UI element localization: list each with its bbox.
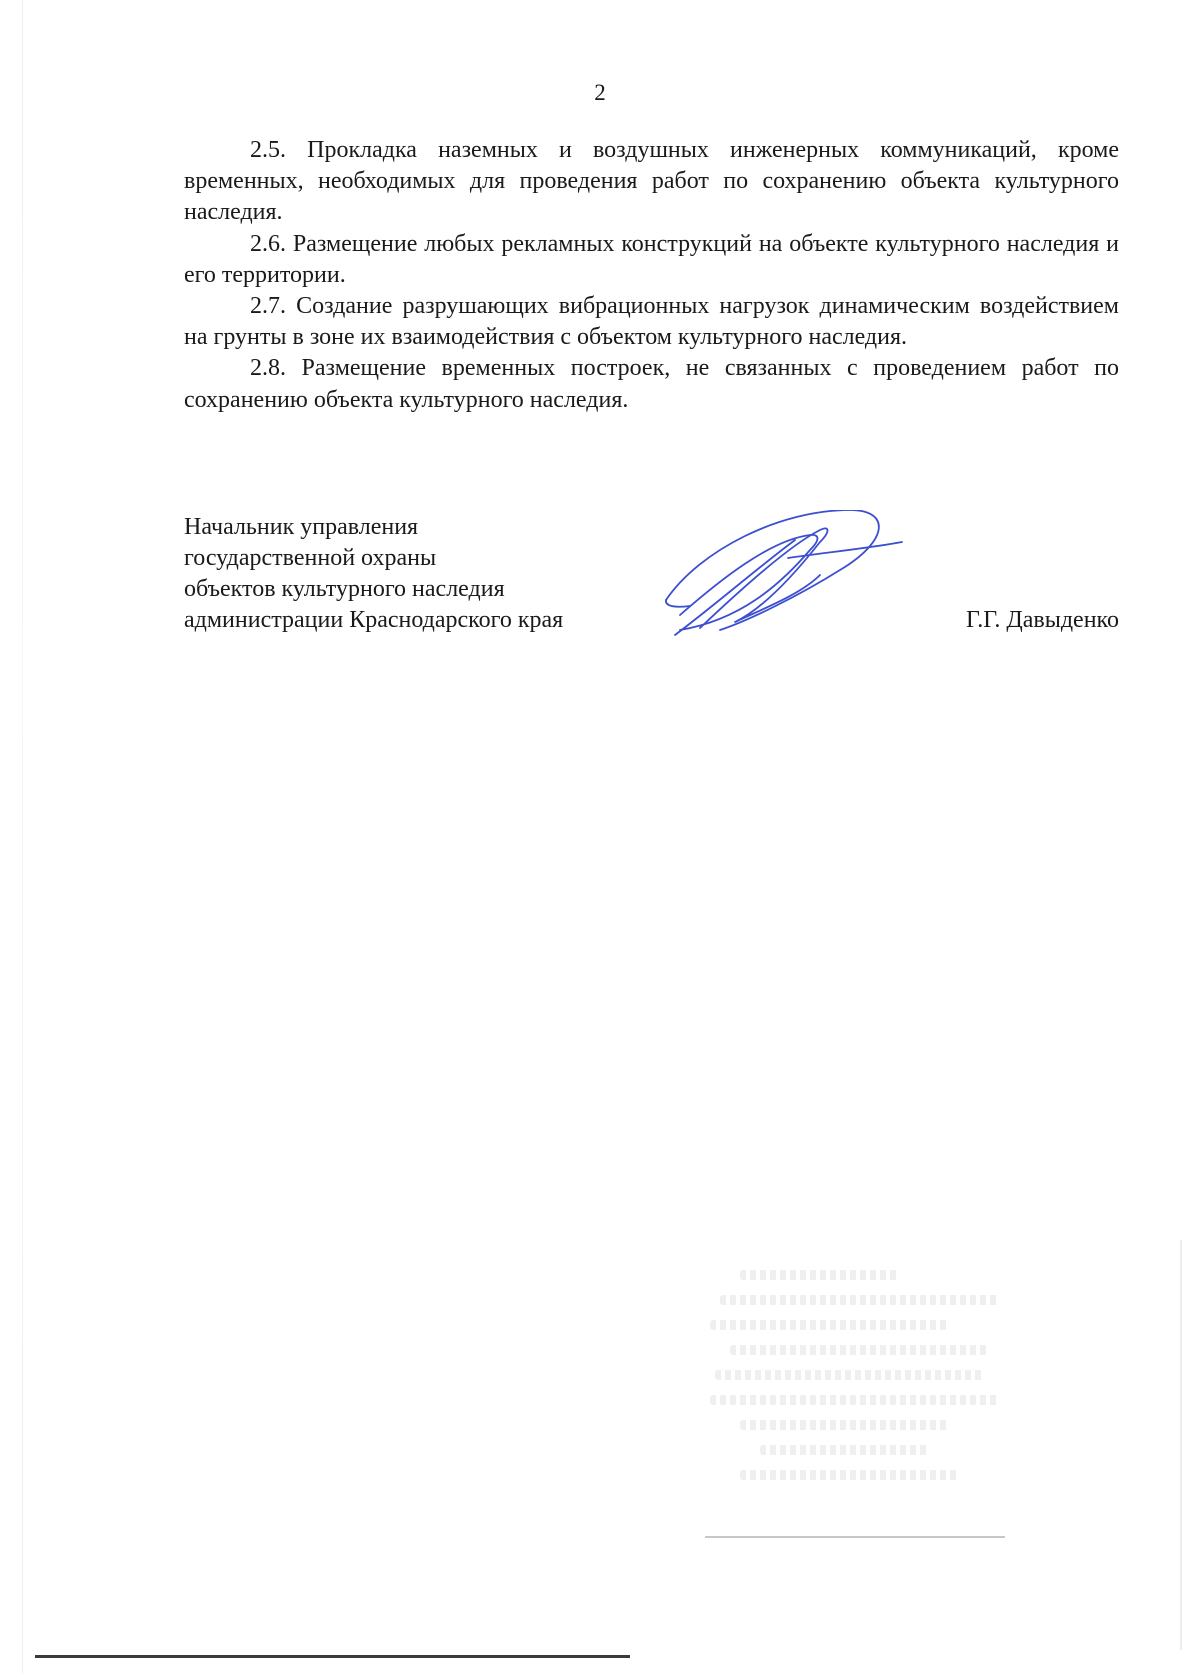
handwritten-signature (660, 510, 970, 670)
scan-edge-left (22, 0, 23, 1673)
faded-stamp (700, 1250, 1080, 1580)
list-item-2-8: 2.8. Размещение временных построек, не связанных с проведением работ по сохранению объекта культурного наследия. (184, 355, 1119, 413)
prohibitions-list (184, 135, 1119, 416)
bottom-rule (35, 1655, 630, 1658)
list-item-2-7: 2.7. Создание разрушающих вибрационных нагрузок динамическим воздействием на грунты в зоне их взаимодействия с объектом культурного наследия. (184, 293, 1119, 351)
position-line: Начальник управления (184, 514, 419, 540)
position-line: государственной охраны (184, 545, 437, 571)
signatory-position (184, 512, 563, 636)
stamp-divider (705, 1536, 1005, 1538)
position-line: объектов культурного наследия (184, 576, 505, 602)
signer-name: Г.Г. Давыденко (966, 607, 1119, 633)
list-item-2-5: 2.5. Прокладка наземных и воздушных инженерных коммуникаций, кроме временных, необходимых для проведения работ по сохранению объекта культурного наследия. (184, 137, 1119, 226)
scan-edge-right (1180, 1240, 1182, 1650)
list-item-2-6: 2.6. Размещение любых рекламных конструкций на объекте культурного наследия и его территории. (184, 230, 1119, 288)
page-number: 2 (594, 80, 606, 105)
position-line: администрации Краснодарского края (184, 607, 564, 633)
